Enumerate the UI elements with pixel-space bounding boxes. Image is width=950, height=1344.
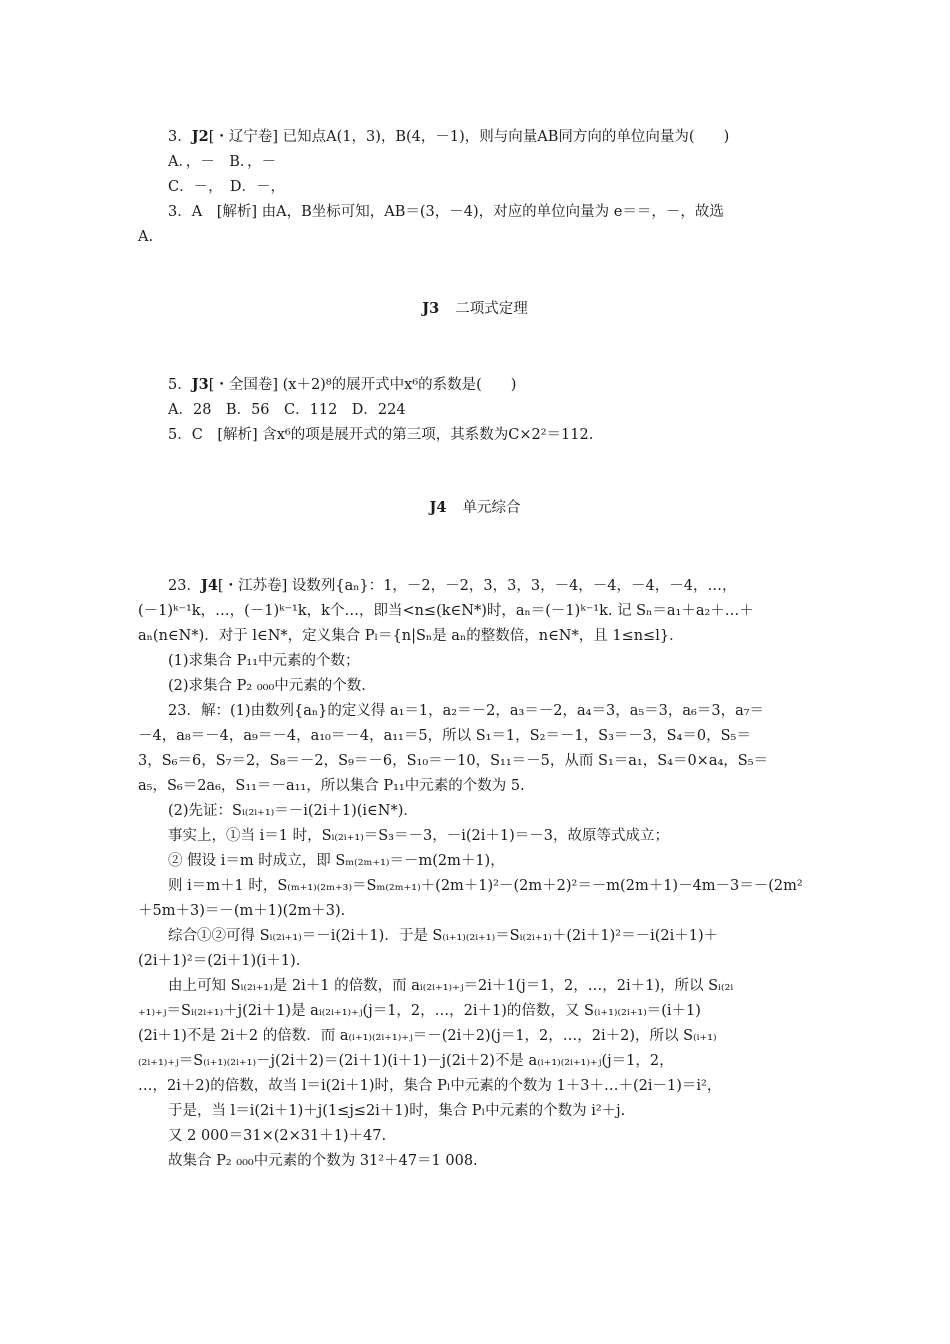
q3-options-cd: C．－， D．－， <box>168 179 285 195</box>
q23-conclusion: 故集合 P₂ ₀₀₀中元素的个数为 31²＋47＝1 008. <box>168 1153 478 1169</box>
section-heading-j4: J4 单元综合 <box>429 499 521 516</box>
q23-solution-line: 则 i＝m＋1 时，S₍ₘ₊₁₎₍₂ₘ₊₃₎＝Sₘ₍₂ₘ₊₁₎＋(2m＋1)²－(2m＋2)²＝－m(2m＋1)－4m－3＝－(2m² <box>168 878 803 894</box>
q23-stem-line: aₙ(n∈N*)．对于 l∈N*，定义集合 Pₗ＝{n|Sₙ是 aₙ的整数倍，n∈N*，且 1≤n≤l}． <box>138 628 684 644</box>
q23-solution-line: ₊₁₎₊ⱼ＝Sᵢ₍₂ᵢ₊₁₎＋j(2i＋1)是 aᵢ₍₂ᵢ₊₁₎₊ⱼ(j＝1，2，…，2i＋1)的倍数，又 S₍ᵢ₊₁₎₍₂ᵢ₊₁₎＝(i＋1) <box>138 1003 701 1019</box>
q23-solution-line: a₅，S₆＝2a₆，S₁₁＝－a₁₁，所以集合 P₁₁中元素的个数为 5. <box>138 778 525 794</box>
q23-solution-line: 23．解：(1)由数列{aₙ}的定义得 a₁＝1，a₂＝－2，a₃＝－2，a₄＝3，a₅＝3，a₆＝3，a₇＝ <box>168 703 765 719</box>
q23-subquestion-2: (2)求集合 P₂ ₀₀₀中元素的个数. <box>168 678 366 694</box>
q23-solution-line: ＋5m＋3)＝－(m＋1)(2m＋3). <box>138 903 346 919</box>
section-heading-j3: J3 二项式定理 <box>422 300 528 317</box>
q23-solution-line: 3，S₆＝6，S₇＝2，S₈＝－2，S₉＝－6，S₁₀＝－10，S₁₁＝－5，从而 S₁＝a₁，S₄＝0×a₄，S₅＝ <box>138 753 769 769</box>
q23-solution-line: ₍₂ᵢ₊₁₎₊ⱼ＝S₍ᵢ₊₁₎₍₂ᵢ₊₁₎－j(2i＋2)＝(2i＋1)(i＋1)－j(2i＋2)不是 a₍ᵢ₊₁₎₍₂ᵢ₊₁₎₊ⱼ(j＝1，2， <box>138 1053 674 1069</box>
q3-answer-cont: A. <box>138 229 154 245</box>
q23-solution-line: 由上可知 Sᵢ₍₂ᵢ₊₁₎是 2i＋1 的倍数，而 aᵢ₍₂ᵢ₊₁₎₊ⱼ＝2i＋1(j＝1，2，…，2i＋1)，所以 Sᵢ₍₂ᵢ <box>168 978 734 994</box>
q23-solution-line: 事实上，①当 i＝1 时，Sᵢ₍₂ᵢ₊₁₎＝S₃＝－3，－i(2i＋1)＝－3，故原等式成立； <box>168 828 669 844</box>
q23-solution-line: …，2i＋2)的倍数，故当 l＝i(2i＋1)时，集合 Pₗ中元素的个数为 1＋3＋…＋(2i－1)＝i²， <box>138 1078 722 1094</box>
q23-solution-line: 又 2 000＝31×(2×31＋1)＋47. <box>168 1128 387 1144</box>
q3-answer: 3．A [解析] 由A，B坐标可知，AB＝(3，－4)，对应的单位向量为 e＝＝，－，故选 <box>168 204 724 220</box>
q5-answer: 5．C [解析] 含x⁶的项是展开式的第三项，其系数为C×2²＝112. <box>168 427 594 443</box>
q23-solution-line: 综合①②可得 Sᵢ₍₂ᵢ₊₁₎＝－i(2i＋1)．于是 S₍ᵢ₊₁₎₍₂ᵢ₊₁₎＝Sᵢ₍₂ᵢ₊₁₎＋(2i＋1)²＝－i(2i＋1)＋ <box>168 928 719 944</box>
q23-stem: 23．J4[・江苏卷] 设数列{aₙ}：1，－2，－2，3，3，3，－4，－4，－4，－4，…， <box>168 577 737 594</box>
q3-stem: 3．J2[・辽宁卷] 已知点A(1，3)，B(4，－1)，则与向量AB同方向的单位向量为( ) <box>168 128 730 145</box>
q23-solution-line: ② 假设 i＝m 时成立，即 Sₘ₍₂ₘ₊₁₎＝－m(2m＋1)， <box>168 853 505 869</box>
q5-options: A．28 B．56 C．112 D．224 <box>168 402 406 418</box>
q23-solution-line: (2i＋1)²＝(2i＋1)(i＋1). <box>138 953 301 969</box>
q23-solution-line: －4，a₈＝－4，a₉＝－4，a₁₀＝－4，a₁₁＝5，所以 S₁＝1，S₂＝－1，S₃＝－3，S₄＝0，S₅＝ <box>138 728 751 744</box>
q23-solution-line: 于是，当 l＝i(2i＋1)＋j(1≤j≤2i＋1)时，集合 Pₗ中元素的个数为 i²＋j. <box>168 1103 626 1119</box>
q3-options-ab: A．，－ B．，－ <box>168 154 277 170</box>
q23-solution-line: (2i＋1)不是 2i＋2 的倍数．而 a₍ᵢ₊₁₎₍₂ᵢ₊₁₎₊ⱼ＝－(2i＋2)(j＝1，2，…，2i＋2)，所以 S₍ᵢ₊₁₎ <box>138 1028 717 1044</box>
q23-stem-line: (－1)ᵏ⁻¹k，…，(－1)ᵏ⁻¹k，k个…，即当<n≤(k∈N*)时，aₙ＝(－1)ᵏ⁻¹k. 记 Sₙ＝a₁＋a₂＋…＋ <box>138 603 754 619</box>
q23-solution-line: (2)先证：Sᵢ₍₂ᵢ₊₁₎＝－i(2i＋1)(i∈N*)． <box>168 803 418 819</box>
q5-stem: 5．J3[・全国卷] (x＋2)⁸的展开式中x⁶的系数是( ) <box>168 376 517 393</box>
q23-subquestion-1: (1)求集合 P₁₁中元素的个数； <box>168 653 360 669</box>
